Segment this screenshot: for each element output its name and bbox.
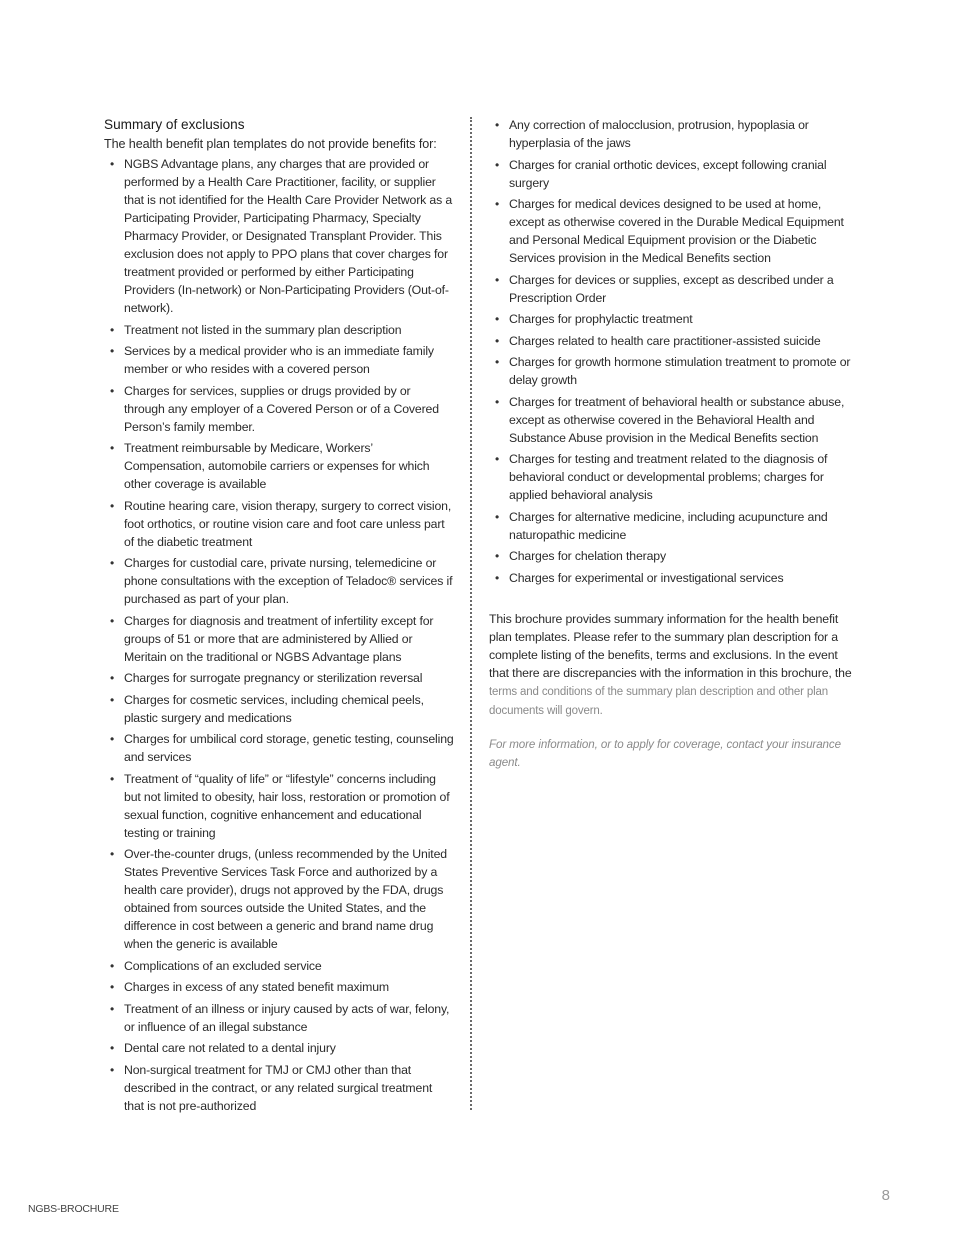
bullet-icon: • bbox=[495, 157, 500, 172]
bullet-icon: • bbox=[495, 333, 500, 348]
exclusion-item bbox=[104, 978, 454, 996]
page-number: 8 bbox=[881, 1187, 890, 1204]
bullet-icon: • bbox=[110, 980, 115, 994]
exclusion-item bbox=[104, 612, 454, 666]
exclusion-item bbox=[489, 393, 854, 447]
exclusion-item bbox=[104, 342, 454, 378]
exclusion-text: Treatment of “quality of life” or “lifestyle” concerns including but not limited to obesity, hair loss, restoration or promotion of sexual function, cognitive enhancement and educational testing or training bbox=[124, 771, 450, 840]
exclusion-text: Charges in excess of any stated benefit maximum bbox=[124, 980, 389, 994]
exclusion-text: Charges for cranial orthotic devices, except following cranial surgery bbox=[509, 157, 827, 190]
contact-note: For more information, or to apply for coverage, contact your insurance agent. bbox=[489, 737, 841, 769]
exclusion-text: Services by a medical provider who is an immediate family member or who resides with a covered person bbox=[124, 344, 434, 376]
exclusion-text: Charges for alternative medicine, including acupuncture and naturopathic medicine bbox=[509, 509, 828, 542]
exclusion-text: Charges for testing and treatment related to the diagnosis of behavioral conduct or developmental problems; charges for applied behavioral analysis bbox=[509, 452, 828, 502]
exclusion-text: Charges for experimental or investigational services bbox=[509, 570, 784, 585]
exclusion-item bbox=[104, 1000, 454, 1036]
bullet-icon: • bbox=[495, 118, 500, 132]
bullet-icon: • bbox=[495, 394, 500, 409]
exclusion-item bbox=[104, 770, 454, 842]
bullet-icon: • bbox=[110, 613, 115, 628]
exclusion-item bbox=[104, 439, 454, 493]
bullet-icon: • bbox=[110, 157, 115, 171]
exclusion-item bbox=[489, 353, 854, 389]
exclusion-item bbox=[104, 845, 454, 953]
bullet-icon: • bbox=[110, 958, 115, 973]
exclusion-item bbox=[489, 310, 854, 328]
column-divider bbox=[470, 117, 472, 1110]
exclusion-text: Charges for growth hormone stimulation treatment to promote or delay growth bbox=[509, 355, 851, 387]
exclusion-item bbox=[104, 691, 454, 727]
bullet-icon: • bbox=[110, 383, 115, 398]
bullet-icon: • bbox=[495, 355, 500, 369]
right-exclusion-list bbox=[489, 116, 854, 587]
exclusion-text: Any correction of malocclusion, protrusion, hypoplasia or hyperplasia of the jaws bbox=[509, 118, 809, 150]
exclusion-item bbox=[489, 156, 854, 192]
exclusion-item bbox=[104, 554, 454, 608]
exclusion-text: Charges for medical devices designed to be used at home, except as otherwise covered in the Durable Medical Equipment and Personal Medical Equipment provision or the Diabetic Services provision in the Medical Benefits section bbox=[509, 197, 844, 265]
exclusion-text: Charges for surrogate pregnancy or sterilization reversal bbox=[124, 671, 423, 685]
exclusion-text: Charges for diagnosis and treatment of infertility except for groups of 51 or more that are administered by Allied or Meritain on the traditional or NGBS Advantage plans bbox=[124, 613, 434, 664]
exclusion-text: Treatment not listed in the summary plan description bbox=[124, 322, 402, 337]
exclusion-text: Charges for custodial care, private nursing, telemedicine or phone consultations with the exception of Teladoc® services if purchased as part of your plan. bbox=[124, 556, 453, 606]
exclusion-item bbox=[489, 547, 854, 565]
bullet-icon: • bbox=[495, 549, 500, 563]
exclusion-text: Over-the-counter drugs, (unless recommended by the United States Preventive Services Task Force and authorized by a health care provider), drugs not approved by the FDA, drugs obtained from sources outside the United States, and the difference in cost between a generic and brand name drug when the generic is available bbox=[124, 847, 447, 951]
bullet-icon: • bbox=[110, 692, 115, 707]
exclusion-item bbox=[104, 497, 454, 551]
bullet-icon: • bbox=[495, 197, 500, 211]
exclusion-item bbox=[489, 195, 854, 267]
bullet-icon: • bbox=[110, 344, 115, 358]
exclusion-item bbox=[104, 730, 454, 766]
exclusion-text: Non-surgical treatment for TMJ or CMJ other than that described in the contract, or any related surgical treatment that is not pre-authorized bbox=[124, 1062, 433, 1113]
intro-text: The health benefit plan templates do not provide benefits for: bbox=[104, 137, 437, 151]
bullet-icon: • bbox=[110, 498, 115, 513]
exclusion-item bbox=[104, 155, 454, 317]
left-column bbox=[104, 116, 454, 1118]
exclusion-text: Charges for cosmetic services, including chemical peels, plastic surgery and medications bbox=[124, 692, 424, 725]
bullet-icon: • bbox=[495, 570, 500, 585]
exclusion-item bbox=[104, 1039, 454, 1057]
exclusion-text: Charges for treatment of behavioral health or substance abuse, except as otherwise covered in the Behavioral Health and Substance Abuse provision in the Medical Benefits section bbox=[509, 394, 845, 445]
bullet-icon: • bbox=[495, 272, 500, 287]
exclusion-text: Dental care not related to a dental injury bbox=[124, 1041, 336, 1055]
exclusion-text: Treatment of an illness or injury caused by acts of war, felony, or influence of an illegal substance bbox=[124, 1001, 450, 1034]
exclusion-item bbox=[489, 569, 854, 587]
exclusion-text: Charges for services, supplies or drugs provided by or through any employer of a Covered Person or of a Covered Person’s family member. bbox=[124, 383, 439, 434]
exclusion-item bbox=[104, 1061, 454, 1115]
bullet-icon: • bbox=[110, 1001, 115, 1016]
bullet-icon: • bbox=[110, 322, 115, 337]
summary-paragraph bbox=[489, 610, 854, 720]
bullet-icon: • bbox=[110, 771, 115, 786]
exclusion-text: Treatment reimbursable by Medicare, Workers’ Compensation, automobile carriers or expenses for which other coverage is available bbox=[124, 441, 430, 491]
bullet-icon: • bbox=[110, 1041, 115, 1055]
bullet-icon: • bbox=[110, 556, 115, 570]
summary-light-text: terms and conditions of the summary plan description and other plan documents will govern. bbox=[489, 685, 828, 717]
bullet-icon: • bbox=[110, 671, 115, 685]
left-exclusion-list bbox=[104, 155, 454, 1115]
bullet-icon: • bbox=[495, 312, 500, 326]
exclusion-item bbox=[104, 382, 454, 436]
bullet-icon: • bbox=[110, 1062, 115, 1077]
exclusion-item bbox=[489, 116, 854, 152]
bullet-icon: • bbox=[110, 441, 115, 455]
exclusion-text: Routine hearing care, vision therapy, surgery to correct vision, foot orthotics, or routine vision care and foot care unless part of the diabetic treatment bbox=[124, 498, 452, 549]
exclusion-text: Complications of an excluded service bbox=[124, 958, 322, 973]
right-column bbox=[489, 116, 854, 772]
exclusion-text: NGBS Advantage plans, any charges that are provided or performed by a Health Care Practitioner, facility, or supplier that is not identified for the Health Care Provider Network as a Participating Provider, Participating Pharmacy, Specialty Pharmacy Provider, or Designated Transplant Provider. This exclusion does not apply to PPO plans that cover charges for treatment provided or performed by either Participating Providers (In-network) or Non-Participating Providers (Out-of-network). bbox=[124, 157, 453, 315]
exclusion-item bbox=[489, 332, 854, 350]
exclusion-text: Charges related to health care practitioner-assisted suicide bbox=[509, 333, 821, 348]
exclusion-text: Charges for prophylactic treatment bbox=[509, 312, 693, 326]
bullet-icon: • bbox=[110, 847, 115, 861]
exclusion-item bbox=[489, 508, 854, 544]
footer-label: NGBS-BROCHURE bbox=[28, 1203, 119, 1215]
exclusion-text: Charges for devices or supplies, except as described under a Prescription Order bbox=[509, 272, 834, 305]
bullet-icon: • bbox=[110, 732, 115, 746]
exclusion-item bbox=[489, 450, 854, 504]
exclusion-text: Charges for umbilical cord storage, genetic testing, counseling and services bbox=[124, 732, 454, 764]
exclusion-item bbox=[104, 321, 454, 339]
exclusion-text: Charges for chelation therapy bbox=[509, 549, 666, 563]
exclusion-item bbox=[489, 271, 854, 307]
section-heading: Summary of exclusions bbox=[104, 117, 245, 132]
bullet-icon: • bbox=[495, 509, 500, 524]
bullet-icon: • bbox=[495, 452, 500, 466]
exclusion-item bbox=[104, 957, 454, 975]
exclusion-item bbox=[104, 669, 454, 687]
summary-main-text: This brochure provides summary information for the health benefit plan templates. Please refer to the summary plan description for a complete listing of the benefits, terms and exclusions. In the event that there are discrepancies with the information in this brochure, the bbox=[489, 611, 852, 680]
